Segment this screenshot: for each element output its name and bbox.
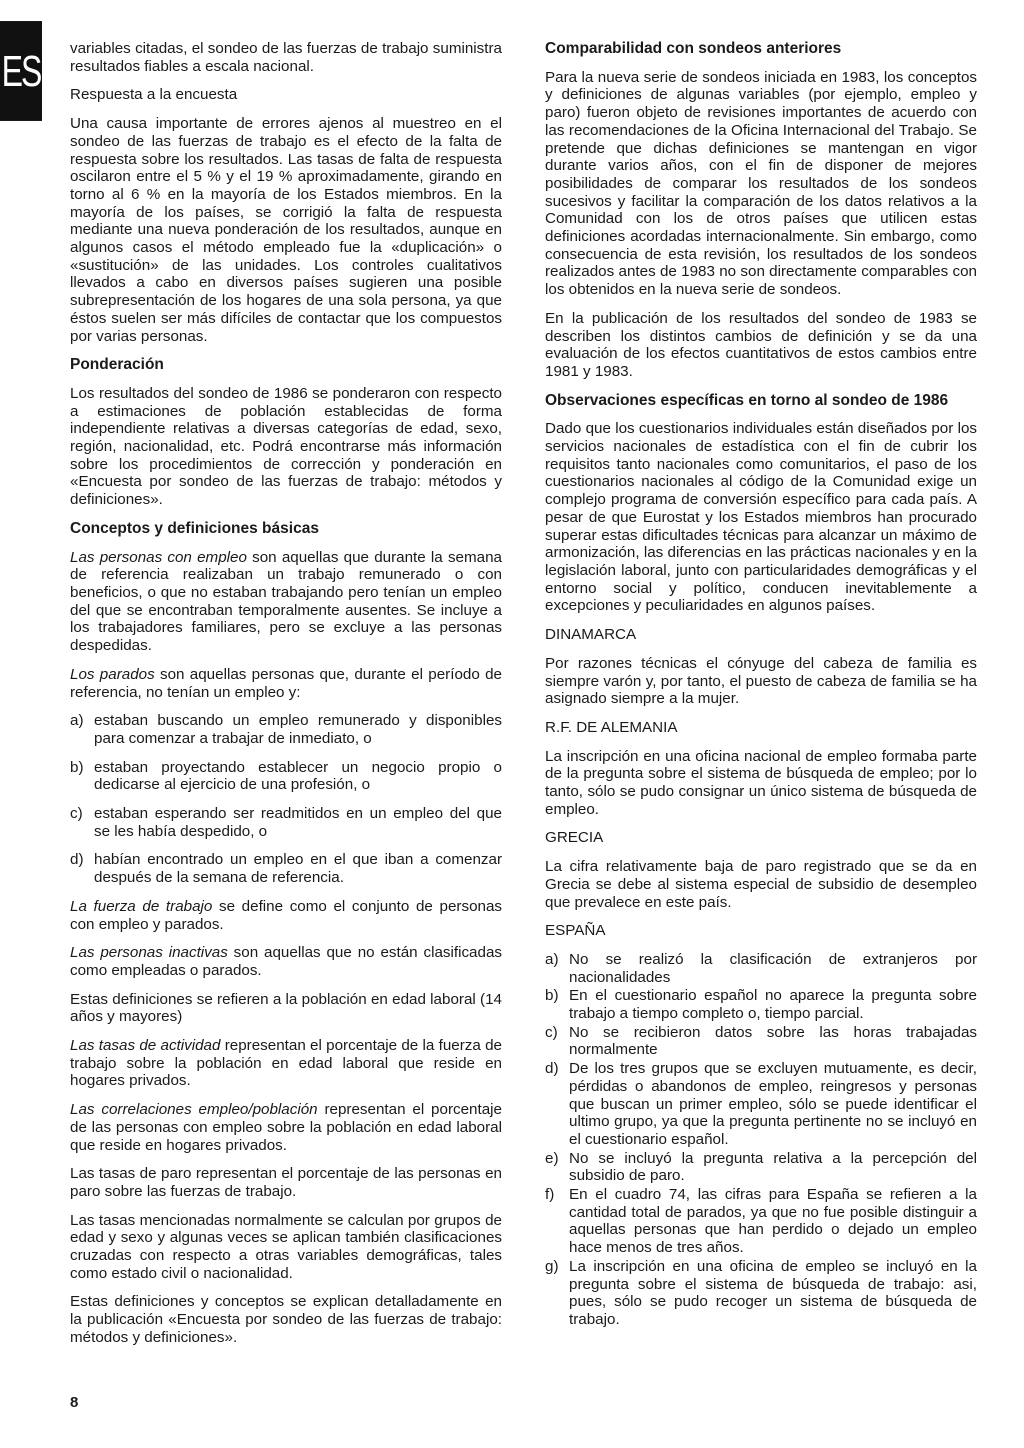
paragraph-actividad: Las tasas de actividad representan el porcentaje de la fuerza de trabajo sobre la población en edad laboral que reside en hogares privados. [70,1037,503,1090]
heading-observaciones: Observaciones específicas en torno al sondeo de 1986 [545,391,949,409]
paragraph-fuerza: La fuerza de trabajo se define como el conjunto de personas con empleo y parados. [70,897,502,933]
list-item: a) estaban buscando un empleo remunerado y disponibles para comenzar a trabajar de inmediato, o [70,712,502,747]
list-item: f) En el cuadro 74, las cifras para España se refieren a la cantidad total de parados, ya que no fue posible distinguir a aquellas personas que han perdido o dejado un empleo hace menos de tres años. [545,1186,977,1257]
list-item: d) De los tres grupos que se excluyen mutuamente, es decir, pérdidas o abandonos de empleo, reingresos y personas que buscan un primer empleo, sólo se puede identificar el ultimo grupo, ya que la pregunta pertinente no se incluyó en el cuestionario español. [545,1060,977,1148]
list-item: c) No se recibieron datos sobre las horas trabajadas normalmente [545,1023,977,1059]
heading-espana: ESPAÑA [545,922,606,940]
right-column [545,40,977,1340]
term-parados: Los parados [70,665,155,683]
heading-respuesta: Respuesta a la encuesta [70,86,238,104]
paragraph-intro: variables citadas, el sondeo de las fuerzas de trabajo suministra resultados fiables a escala nacional. [70,40,502,75]
left-column [70,40,502,1358]
paragraph-parados: Los parados son aquellas personas que, durante el período de referencia, no tenían un empleo y: [70,665,502,701]
list-item: e) No se incluyó la pregunta relativa a la percepción del subsidio de paro. [545,1149,977,1185]
paragraph-observaciones: Dado que los cuestionarios individuales están diseñados por los servicios nacionales de estadística con el fin de cubrir los requisitos tanto nacionales como comunitarios, el paso de los cuestionarios nacionales al código de la Comunidad exige un complejo programa de conversión específico para cada país. A pesar de que Eurostat y los Estados miembros han procurado superar estas dificultades técnicas para alcanzar un máximo de armonización, las diferencias en las prácticas nacionales y en la legislación laboral, junto con particularidades demográficas y el entorno social y político, conducen inevitablemente a excepciones y peculiaridades en algunos países. [545,420,977,615]
term-empleo: Las personas con empleo [70,548,247,566]
paragraph-empleo: Las personas con empleo son aquellas que durante la semana de referencia realizaban un trabajo remunerado o con beneficios, o que no estaban trabajando pero tenían un empleo del que se encontraban temporalmente ausentes. Se incluye a los trabajadores familiares, pero se excluye a las personas despedidas. [70,548,502,655]
list-item: g) La inscripción en una oficina de empleo se incluyó en la pregunta sobre el sistema de búsqueda de trabajo: asi, pues, sólo se pudo recoger un sistema de búsqueda de trabajo. [545,1257,977,1328]
paragraph-ponderacion: Los resultados del sondeo de 1986 se ponderaron con respecto a estimaciones de población establecidas de forma independiente relativas a diversas categorías de edad, sexo, región, nacionalidad, etc. Podrá encontrarse más información sobre los procedimientos de corrección y ponderación en «Encuesta por sondeo de las fuerzas de trabajo: métodos y definiciones». [70,384,502,509]
heading-alemania: R.F. DE ALEMANIA [545,718,678,736]
language-tab: ES [0,21,42,121]
list-item: b) estaban proyectando establecer un negocio propio o dedicarse al ejercicio de una profesión, o [70,758,502,794]
paragraph-comparabilidad-1: Para la nueva serie de sondeos iniciada en 1983, los conceptos y definiciones de algunas variables (por ejemplo, empleo y paro) fueron objeto de revisiones importantes de acuerdo con las recomendaciones de la Oficina Internacional del Trabajo. Se pretende que dichas definiciones se mantengan en vigor durante varios años, con el fin de disponer de mejores posibilidades de comparar los resultados de los sondeos sucesivos y facilitar la comparación de los datos relativos a la Comunidad con los de otros países que utilicen estas definiciones acordadas internacionalmente. Sin embargo, como consecuencia de esta revisión, los resultados de los sondeos realizados antes de 1983 no son directamente comparables con los obtenidos en la nueva serie de sondeos. [545,68,977,299]
paragraph-comparabilidad-2: En la publicación de los resultados del sondeo de 1983 se describen los distintos cambios de definición y se da una evaluación de los efectos cuantitativos de estos cambios entre 1981 y 1983. [545,309,977,380]
term-fuerza: La fuerza de trabajo [70,897,213,915]
heading-grecia: GRECIA [545,829,604,847]
heading-ponderacion: Ponderación [70,356,164,374]
paragraph-tasas: Las tasas mencionadas normalmente se calculan por grupos de edad y sexo y algunas veces se aplican también clasificaciones cruzadas con respecto a otras variables demográficas, tales como estado civil o nacionalidad. [70,1211,502,1282]
list-item: d) habían encontrado un empleo en el que iban a comenzar después de la semana de referencia. [70,851,502,887]
term-correlaciones: Las correlaciones empleo/población [70,1101,318,1119]
paragraph-correlaciones: Las correlaciones empleo/población representan el porcentaje de las personas con empleo sobre la población en edad laboral que reside en hogares privados. [70,1101,502,1154]
list-parados [70,712,502,887]
list-espana [545,951,977,1329]
paragraph-alemania: La inscripción en una oficina nacional de empleo formaba parte de la pregunta sobre el sistema de búsqueda de empleo; por lo tanto, sólo se pudo consignar un único sistema de búsqueda de empleo. [545,747,977,818]
paragraph-inactivas: Las personas inactivas son aquellas que no están clasificadas como empleadas o parados. [70,944,502,979]
paragraph-grecia: La cifra relativamente baja de paro registrado que se da en Grecia se debe al sistema especial de subsidio de desempleo que prevalece en este país. [545,858,977,911]
page-number: 8 [70,1394,79,1411]
paragraph-respuesta: Una causa importante de errores ajenos al muestreo en el sondeo de las fuerzas de trabajo es el efecto de la falta de respuesta sobre los resultados. Las tasas de falta de respuesta oscilaron entre el 5 % y el 19 % aproximadamente, girando en torno al 6 % en la mayoría de los Estados miembros. En la mayoría de los países, se corrigió la falta de respuesta mediante una nueva ponderación de los resultados, aunque en algunos casos el método empleado fue la «duplicación» o «sustitución» de las unidades. Los controles cualitativos llevados a cabo en diversos países sugieren una posible subrepresentación de los hogares de una sola persona, ya que éstos suelen ser más difíciles de contactar que los compuestos por varias personas. [70,115,502,345]
list-item: a) No se realizó la clasificación de extranjeros por nacionalidades [545,950,977,986]
paragraph-dinamarca: Por razones técnicas el cónyuge del cabeza de familia es siempre varón y, por tanto, el puesto de cabeza de familia se ha asignado siempre a la mujer. [545,654,977,708]
heading-comparabilidad: Comparabilidad con sondeos anteriores [545,40,842,57]
list-item: b) En el cuestionario español no aparece la pregunta sobre trabajo a tiempo completo o, tiempo parcial. [545,987,977,1023]
paragraph-edad: Estas definiciones se refieren a la población en edad laboral (14 años y mayores) [70,990,502,1026]
paragraph-paro: Las tasas de paro representan el porcentaje de las personas en paro sobre las fuerzas de trabajo. [70,1165,502,1200]
paragraph-final: Estas definiciones y conceptos se explican detalladamente en la publicación «Encuesta por sondeo de las fuerzas de trabajo: métodos y definiciones». [70,1293,502,1346]
term-inactivas: Las personas inactivas [70,944,228,962]
heading-conceptos: Conceptos y definiciones básicas [70,519,319,537]
heading-dinamarca: DINAMARCA [545,626,637,644]
term-actividad: Las tasas de actividad [70,1037,221,1055]
list-item: c) estaban esperando ser readmitidos en un empleo del que se les había despedido, o [70,805,502,840]
